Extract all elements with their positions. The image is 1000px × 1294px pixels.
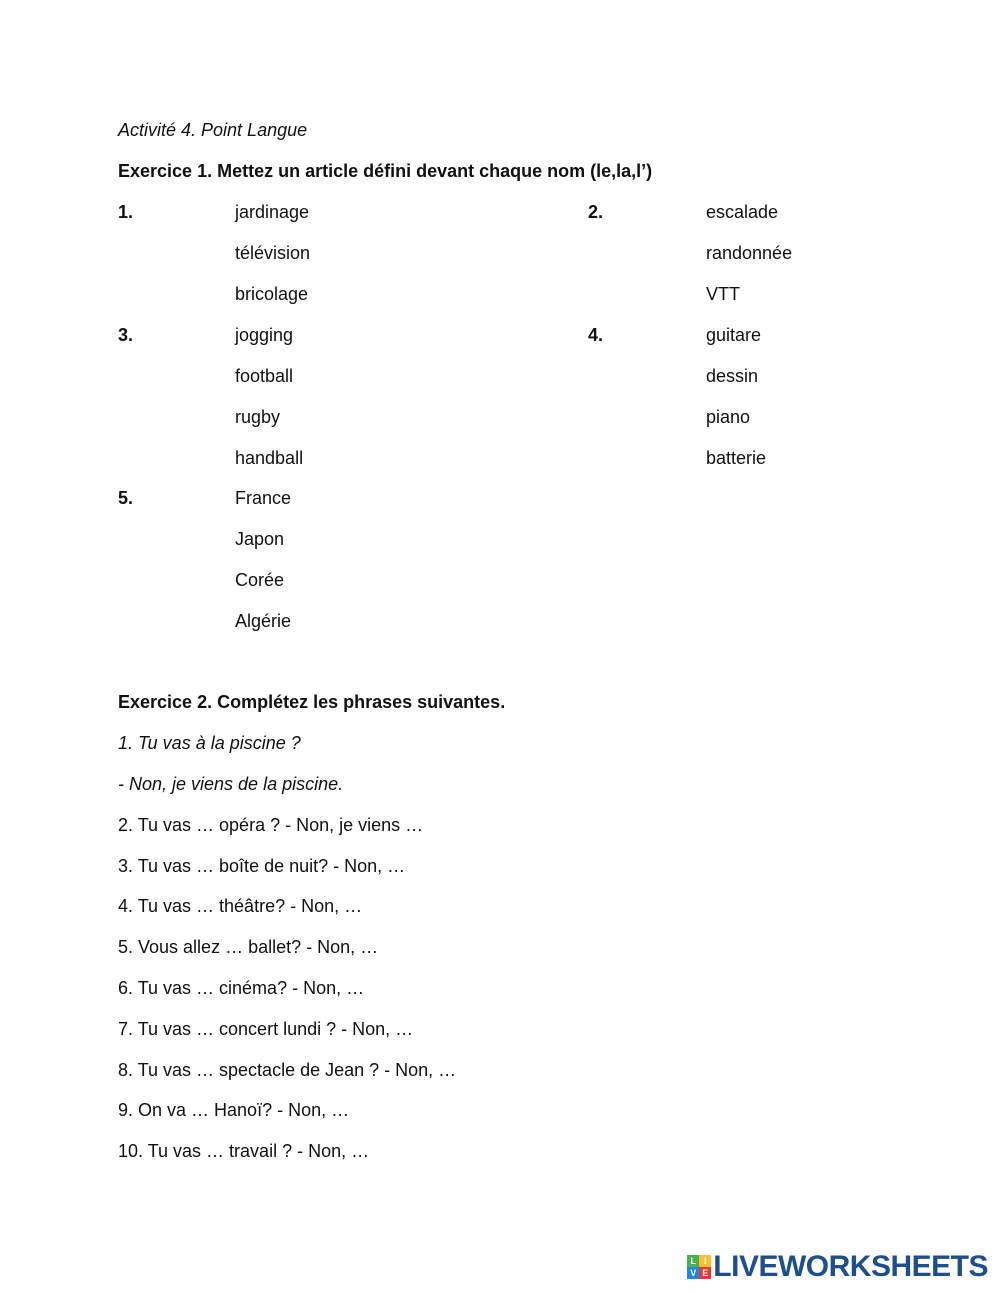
- logo-mark-cell: I: [699, 1255, 711, 1267]
- example-question: 1. Tu vas à la piscine ?: [118, 733, 301, 753]
- group-2-number: 2.: [588, 202, 604, 222]
- group-4-item: dessin: [706, 366, 759, 386]
- sentence-9: 9. On va … Hanoï? - Non, …: [118, 1100, 350, 1120]
- group-2-item: randonnée: [706, 243, 793, 263]
- group-2-item: escalade: [706, 202, 779, 222]
- logo-mark-cell: E: [699, 1267, 711, 1279]
- logo-mark-cell: L: [687, 1255, 699, 1267]
- liveworksheets-logo[interactable]: [687, 1250, 988, 1284]
- sentence-10: 10. Tu vas … travail ? - Non, …: [118, 1141, 370, 1161]
- group-5-number: 5.: [118, 488, 134, 508]
- group-3-item: handball: [235, 448, 304, 468]
- group-5-item: France: [235, 488, 292, 508]
- example-answer: - Non, je viens de la piscine.: [118, 774, 344, 794]
- group-5-item: Algérie: [235, 611, 292, 631]
- logo-text: LIVEWORKSHEETS: [713, 1250, 988, 1283]
- sentence-7: 7. Tu vas … concert lundi ? - Non, …: [118, 1019, 414, 1039]
- liveworksheets-logo-mark-icon: [687, 1255, 711, 1279]
- activity-title: Activité 4. Point Langue: [118, 120, 308, 140]
- group-3-item: rugby: [235, 407, 281, 427]
- group-3-number: 3.: [118, 325, 134, 345]
- sentence-3: 3. Tu vas … boîte de nuit? - Non, …: [118, 856, 406, 876]
- group-5-item: Japon: [235, 529, 285, 549]
- group-3-item: jogging: [235, 325, 294, 345]
- group-4-item: batterie: [706, 448, 767, 468]
- group-1-item: jardinage: [235, 202, 310, 222]
- sentence-4: 4. Tu vas … théâtre? - Non, …: [118, 896, 363, 916]
- group-5-item: Corée: [235, 570, 285, 590]
- sentence-8: 8. Tu vas … spectacle de Jean ? - Non, …: [118, 1060, 457, 1080]
- group-4-item: guitare: [706, 325, 762, 345]
- group-1-number: 1.: [118, 202, 134, 222]
- group-3-item: football: [235, 366, 294, 386]
- group-2-item: VTT: [706, 284, 740, 304]
- exercise1-title: Exercice 1. Mettez un article défini devant chaque nom (le,la,l’): [118, 161, 653, 181]
- group-1-item: télévision: [235, 243, 311, 263]
- sentence-2: 2. Tu vas … opéra ? - Non, je viens …: [118, 815, 424, 835]
- group-1-item: bricolage: [235, 284, 309, 304]
- sentence-6: 6. Tu vas … cinéma? - Non, …: [118, 978, 365, 998]
- group-4-item: piano: [706, 407, 751, 427]
- exercise2-title: Exercice 2. Complétez les phrases suivantes.: [118, 692, 506, 712]
- logo-mark-cell: V: [687, 1267, 699, 1279]
- group-4-number: 4.: [588, 325, 604, 345]
- sentence-5: 5. Vous allez … ballet? - Non, …: [118, 937, 379, 957]
